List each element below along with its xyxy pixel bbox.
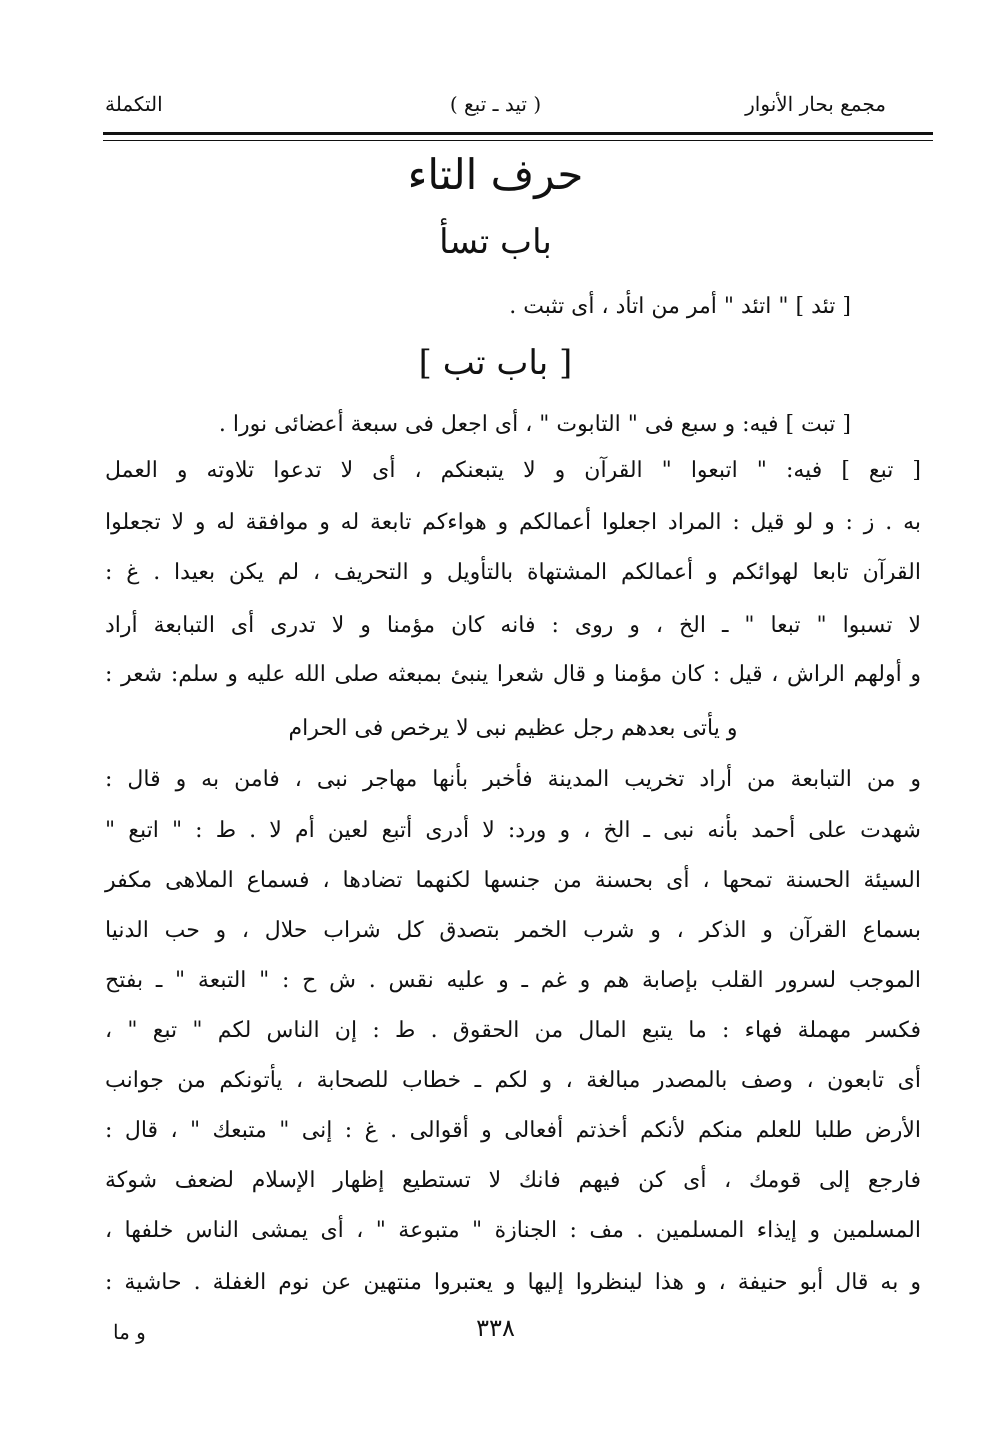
page-number: ٣٣٨ <box>476 1314 515 1342</box>
text-line: به . ز : و لو قيل : المراد اجعلوا أعمالكم و هواءكم تابعة له و موافقة له و لا تجعلوا <box>105 510 921 535</box>
text-line: فارجع إلى قومك ، أى كن فيهم فانك لا تستطيع إظهار الإسلام لضعف شوكة <box>105 1168 921 1193</box>
header-rule-thick <box>103 132 933 135</box>
text-line: فكسر مهملة فهاء : ما يتبع المال من الحقوق . ط : إن الناس لكم " تبع " ، <box>105 1018 921 1043</box>
text-line: المسلمين و إيذاء المسلمين . مف : الجنازة " متبوعة " ، أى يمشى الناس خلفها ، <box>105 1218 921 1243</box>
verse-line: و يأتى بعدهم رجل عظيم نبى لا يرخص فى الحرام <box>288 716 738 741</box>
text-line: الأرض طلبا للعلم منكم لأنكم أخذتم أفعالى و أقوالى . غ : إنى " متبعك " ، قال : <box>105 1118 921 1143</box>
text-line: القرآن تابعا لهوائكم و أعمالكم المشتهاة بالتأويل و التحريف ، لم يكن بعيدا . غ : <box>105 560 921 585</box>
text-line: لا تسبوا " تبعا " ـ الخ ، و روى : فانه كان مؤمنا و لا تدرى أى التبابعة أراد <box>105 613 921 638</box>
letter-heading: حرف التاء <box>407 150 584 199</box>
text-line: [ تبت ] فيه: و سبع فى " التابوت " ، أى اجعل فى سبعة أعضائى نورا . <box>218 412 851 437</box>
chapter-heading-tb: [ باب تب ] <box>418 343 573 383</box>
running-header <box>105 84 886 124</box>
text-line: شهدت على أحمد بأنه نبى ـ الخ ، و ورد: لا أدرى أتبع لعين أم لا . ط : " اتبع " <box>105 818 921 843</box>
header-entry-range: ( تيد ـ تبع ) <box>449 92 542 116</box>
catchword: و ما <box>113 1320 146 1344</box>
entry-tid: [ تئد ] " اتئد " أمر من اتأد ، أى تثبت . <box>509 294 851 319</box>
header-section-title: التكملة <box>105 92 163 116</box>
text-line: السيئة الحسنة تمحها ، أى بحسنة من جنسها لكنهما تضادها ، فسماع الملاهى مكفر <box>105 868 921 893</box>
text-line: الموجب لسرور القلب بإصابة هم و غم ـ و عليه نقس . ش ح : " التبعة " ـ بفتح <box>105 968 921 993</box>
text-line: و به قال أبو حنيفة ، و هذا لينظروا إليها و يعتبروا منتهين عن نوم الغفلة . حاشية : <box>105 1270 921 1295</box>
text-line: و من التبابعة من أراد تخريب المدينة فأخبر بأنها مهاجر نبى ، فامن به و قال : <box>105 767 921 792</box>
chapter-heading-tsa: باب تسأ <box>439 222 552 262</box>
header-book-title: مجمع بحار الأنوار <box>745 92 886 116</box>
header-rule-thin <box>103 140 933 141</box>
text-line: و أولهم الراش ، قيل : كان مؤمنا و قال شعرا ينبئ بمبعثه صلى الله عليه و سلم: شعر : <box>105 662 921 687</box>
text-line: أى تابعون ، وصف بالمصدر مبالغة ، و لكم ـ خطاب للصحابة ، يأتونكم من جوانب <box>105 1068 921 1093</box>
text-line: [ تبع ] فيه: " اتبعوا " القرآن و لا يتبعنكم ، أى لا تدعوا تلاوته و العمل <box>105 458 922 483</box>
text-line: بسماع القرآن و الذكر ، و شرب الخمر بتصدق كل شراب حلال ، و حب الدنيا <box>105 918 921 943</box>
